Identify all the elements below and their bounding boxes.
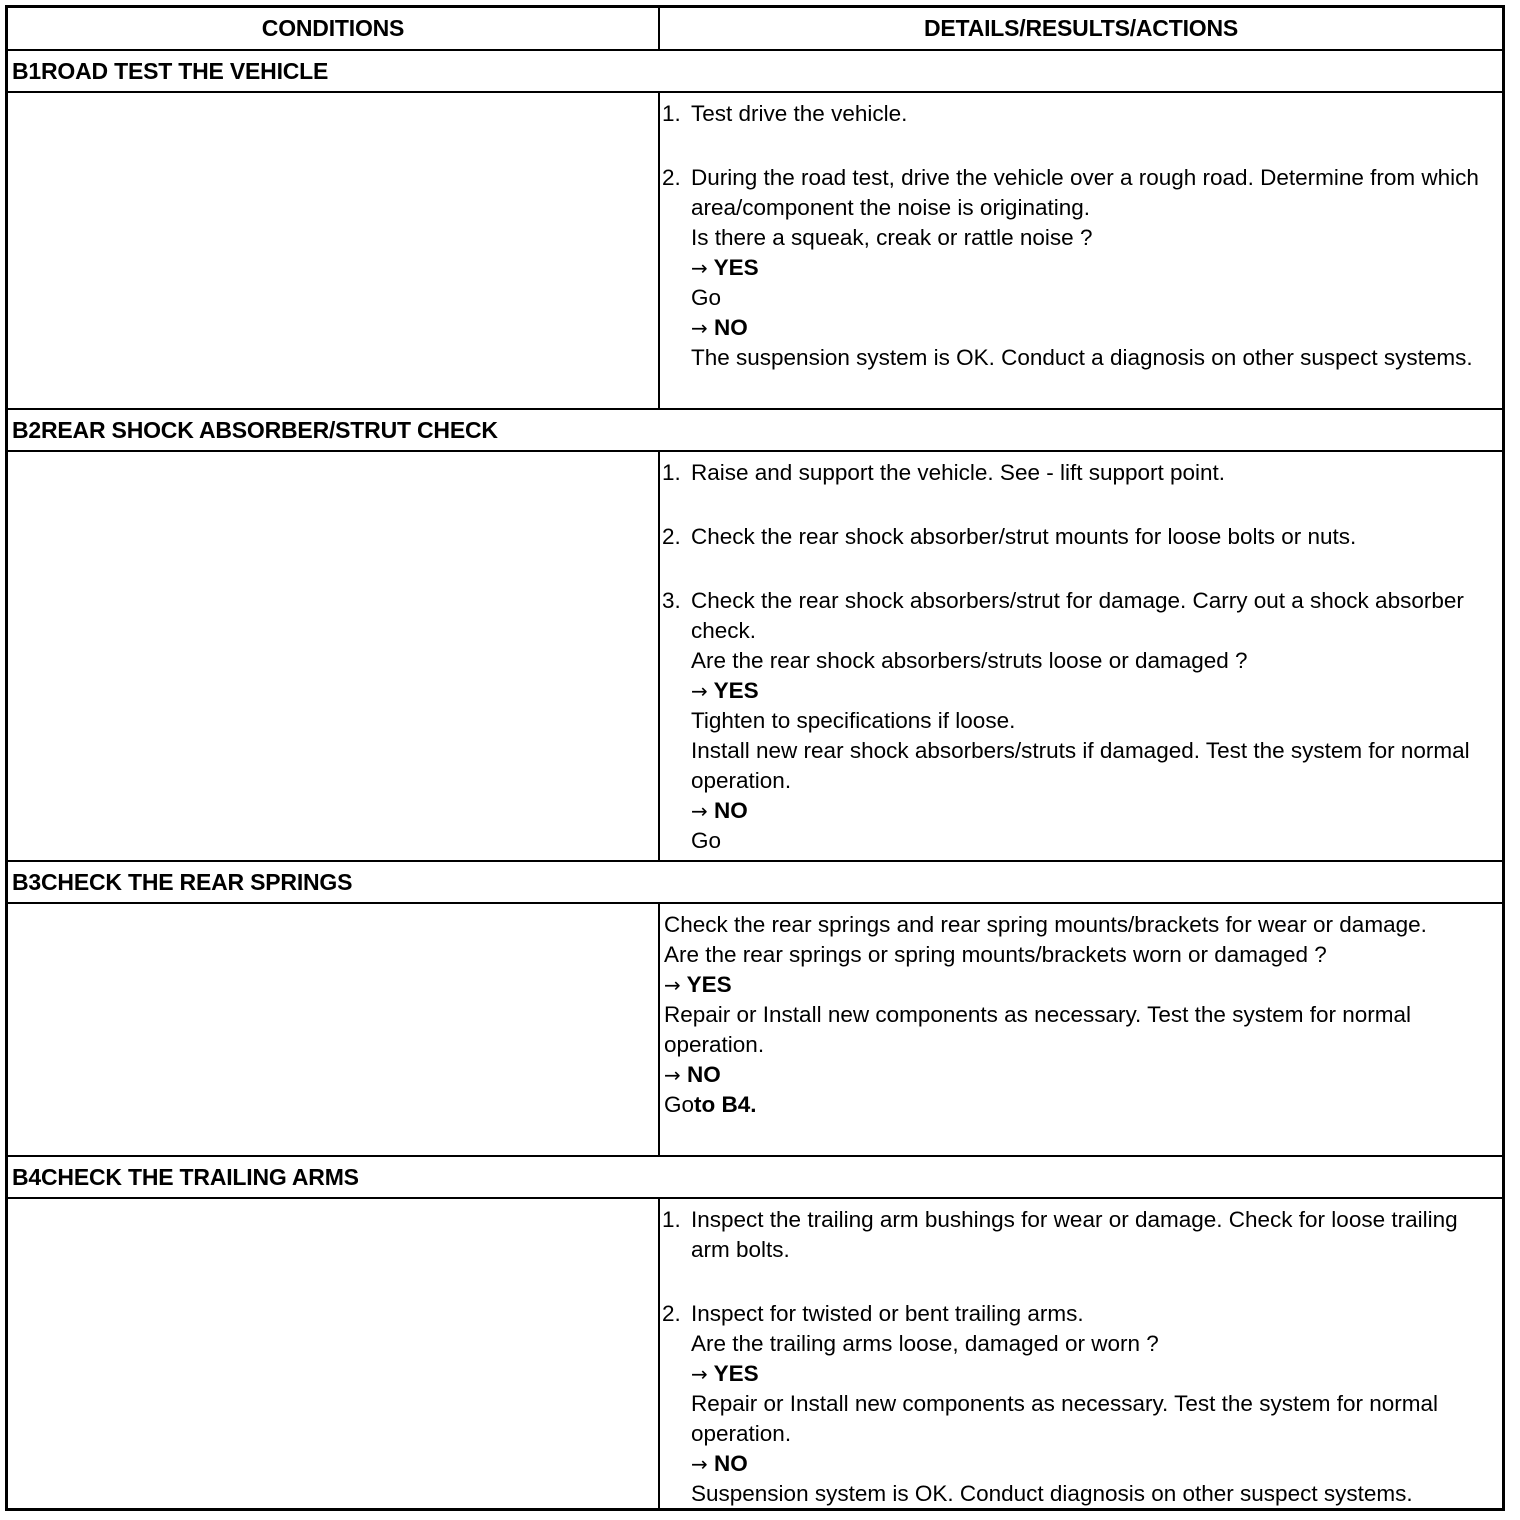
column-divider bbox=[658, 93, 660, 408]
item-text: Raise and support the vehicle. See - lift support point. bbox=[691, 460, 1226, 485]
yes-action: Tighten to specifications if loose. bbox=[691, 708, 1016, 733]
step-item bbox=[662, 163, 1502, 373]
item-number: 1. bbox=[662, 101, 681, 126]
no-action: Go bbox=[691, 828, 722, 853]
row-divider bbox=[8, 91, 1502, 93]
arrow-right-icon: → bbox=[691, 799, 708, 823]
item-text: Check the rear springs and rear spring mounts/brackets for wear or damage. bbox=[664, 912, 1427, 937]
column-divider bbox=[658, 904, 660, 1155]
no-action: Suspension system is OK. Conduct diagnosis on other suspect systems. bbox=[691, 1481, 1413, 1506]
step-item bbox=[662, 458, 1502, 488]
item-number: 2. bbox=[662, 524, 681, 549]
step-item bbox=[662, 586, 1502, 856]
column-divider bbox=[658, 452, 660, 860]
step-item bbox=[662, 1205, 1502, 1265]
diagnostic-table bbox=[5, 5, 1505, 1511]
yes-action: Repair or Install new components as necessary. Test the system for normal operation. bbox=[664, 1002, 1411, 1057]
no-answer: → NO bbox=[691, 798, 748, 823]
item-text: Test drive the vehicle. bbox=[691, 101, 908, 126]
item-number: 2. bbox=[662, 165, 681, 190]
arrow-right-icon: → bbox=[664, 1063, 681, 1087]
item-number: 2. bbox=[662, 1301, 681, 1326]
arrow-right-icon: → bbox=[691, 1452, 708, 1476]
no-answer: → NO bbox=[691, 315, 748, 340]
item-text: During the road test, drive the vehicle over a rough road. Determine from which area/component the noise is originating. bbox=[691, 165, 1479, 220]
arrow-right-icon: → bbox=[691, 1362, 708, 1386]
arrow-right-icon: → bbox=[664, 973, 681, 997]
question-text: Are the trailing arms loose, damaged or worn ? bbox=[691, 1331, 1159, 1356]
arrow-right-icon: → bbox=[691, 316, 708, 340]
question-text: Is there a squeak, creak or rattle noise ? bbox=[691, 225, 1093, 250]
yes-action: Go bbox=[691, 285, 722, 310]
step-title-b2: B2REAR SHOCK ABSORBER/STRUT CHECK bbox=[12, 417, 498, 443]
step-details-b4 bbox=[662, 1205, 1502, 1509]
step-title-b4: B4CHECK THE TRAILING ARMS bbox=[12, 1164, 359, 1190]
question-text: Are the rear springs or spring mounts/brackets worn or damaged ? bbox=[664, 942, 1327, 967]
yes-action: Install new rear shock absorbers/struts if damaged. Test the system for normal operation. bbox=[691, 738, 1470, 793]
item-number: 1. bbox=[662, 1207, 681, 1232]
yes-answer: → YES bbox=[664, 972, 732, 997]
arrow-right-icon: → bbox=[691, 679, 708, 703]
step-title-b1: B1ROAD TEST THE VEHICLE bbox=[12, 58, 329, 84]
step-item bbox=[662, 1299, 1502, 1509]
step-item bbox=[662, 522, 1502, 552]
question-text: Are the rear shock absorbers/struts loose or damaged ? bbox=[691, 648, 1248, 673]
item-text: Inspect the trailing arm bushings for wear or damage. Check for loose trailing arm bolts. bbox=[691, 1207, 1458, 1262]
item-text: Check the rear shock absorbers/strut for damage. Carry out a shock absorber check. bbox=[691, 588, 1464, 643]
no-answer: → NO bbox=[664, 1062, 721, 1087]
column-header-conditions: CONDITIONS bbox=[261, 15, 405, 41]
yes-action: Repair or Install new components as necessary. Test the system for normal operation. bbox=[691, 1391, 1438, 1446]
no-answer: → NO bbox=[691, 1451, 748, 1476]
item-number: 3. bbox=[662, 588, 681, 613]
row-divider bbox=[8, 1197, 1502, 1199]
yes-answer: → YES bbox=[691, 678, 759, 703]
yes-answer: → YES bbox=[691, 1361, 759, 1386]
column-divider bbox=[658, 8, 660, 49]
column-header-details: DETAILS/RESULTS/ACTIONS bbox=[924, 15, 1238, 41]
yes-answer: → YES bbox=[691, 255, 759, 280]
step-item bbox=[662, 99, 1502, 129]
no-action: The suspension system is OK. Conduct a diagnosis on other suspect systems. bbox=[691, 345, 1473, 370]
step-details-b1 bbox=[662, 99, 1502, 373]
step-title-b3: B3CHECK THE REAR SPRINGS bbox=[12, 869, 353, 895]
row-divider bbox=[8, 902, 1502, 904]
arrow-right-icon: → bbox=[691, 256, 708, 280]
item-text: Check the rear shock absorber/strut mounts for loose bolts or nuts. bbox=[691, 524, 1357, 549]
step-details-b2 bbox=[662, 458, 1502, 856]
column-divider bbox=[658, 1199, 660, 1511]
item-number: 1. bbox=[662, 460, 681, 485]
step-details-b3 bbox=[664, 910, 1506, 1120]
item-text: Inspect for twisted or bent trailing arms. bbox=[691, 1301, 1084, 1326]
no-action: Goto B4. bbox=[664, 1092, 757, 1117]
row-divider bbox=[8, 450, 1502, 452]
